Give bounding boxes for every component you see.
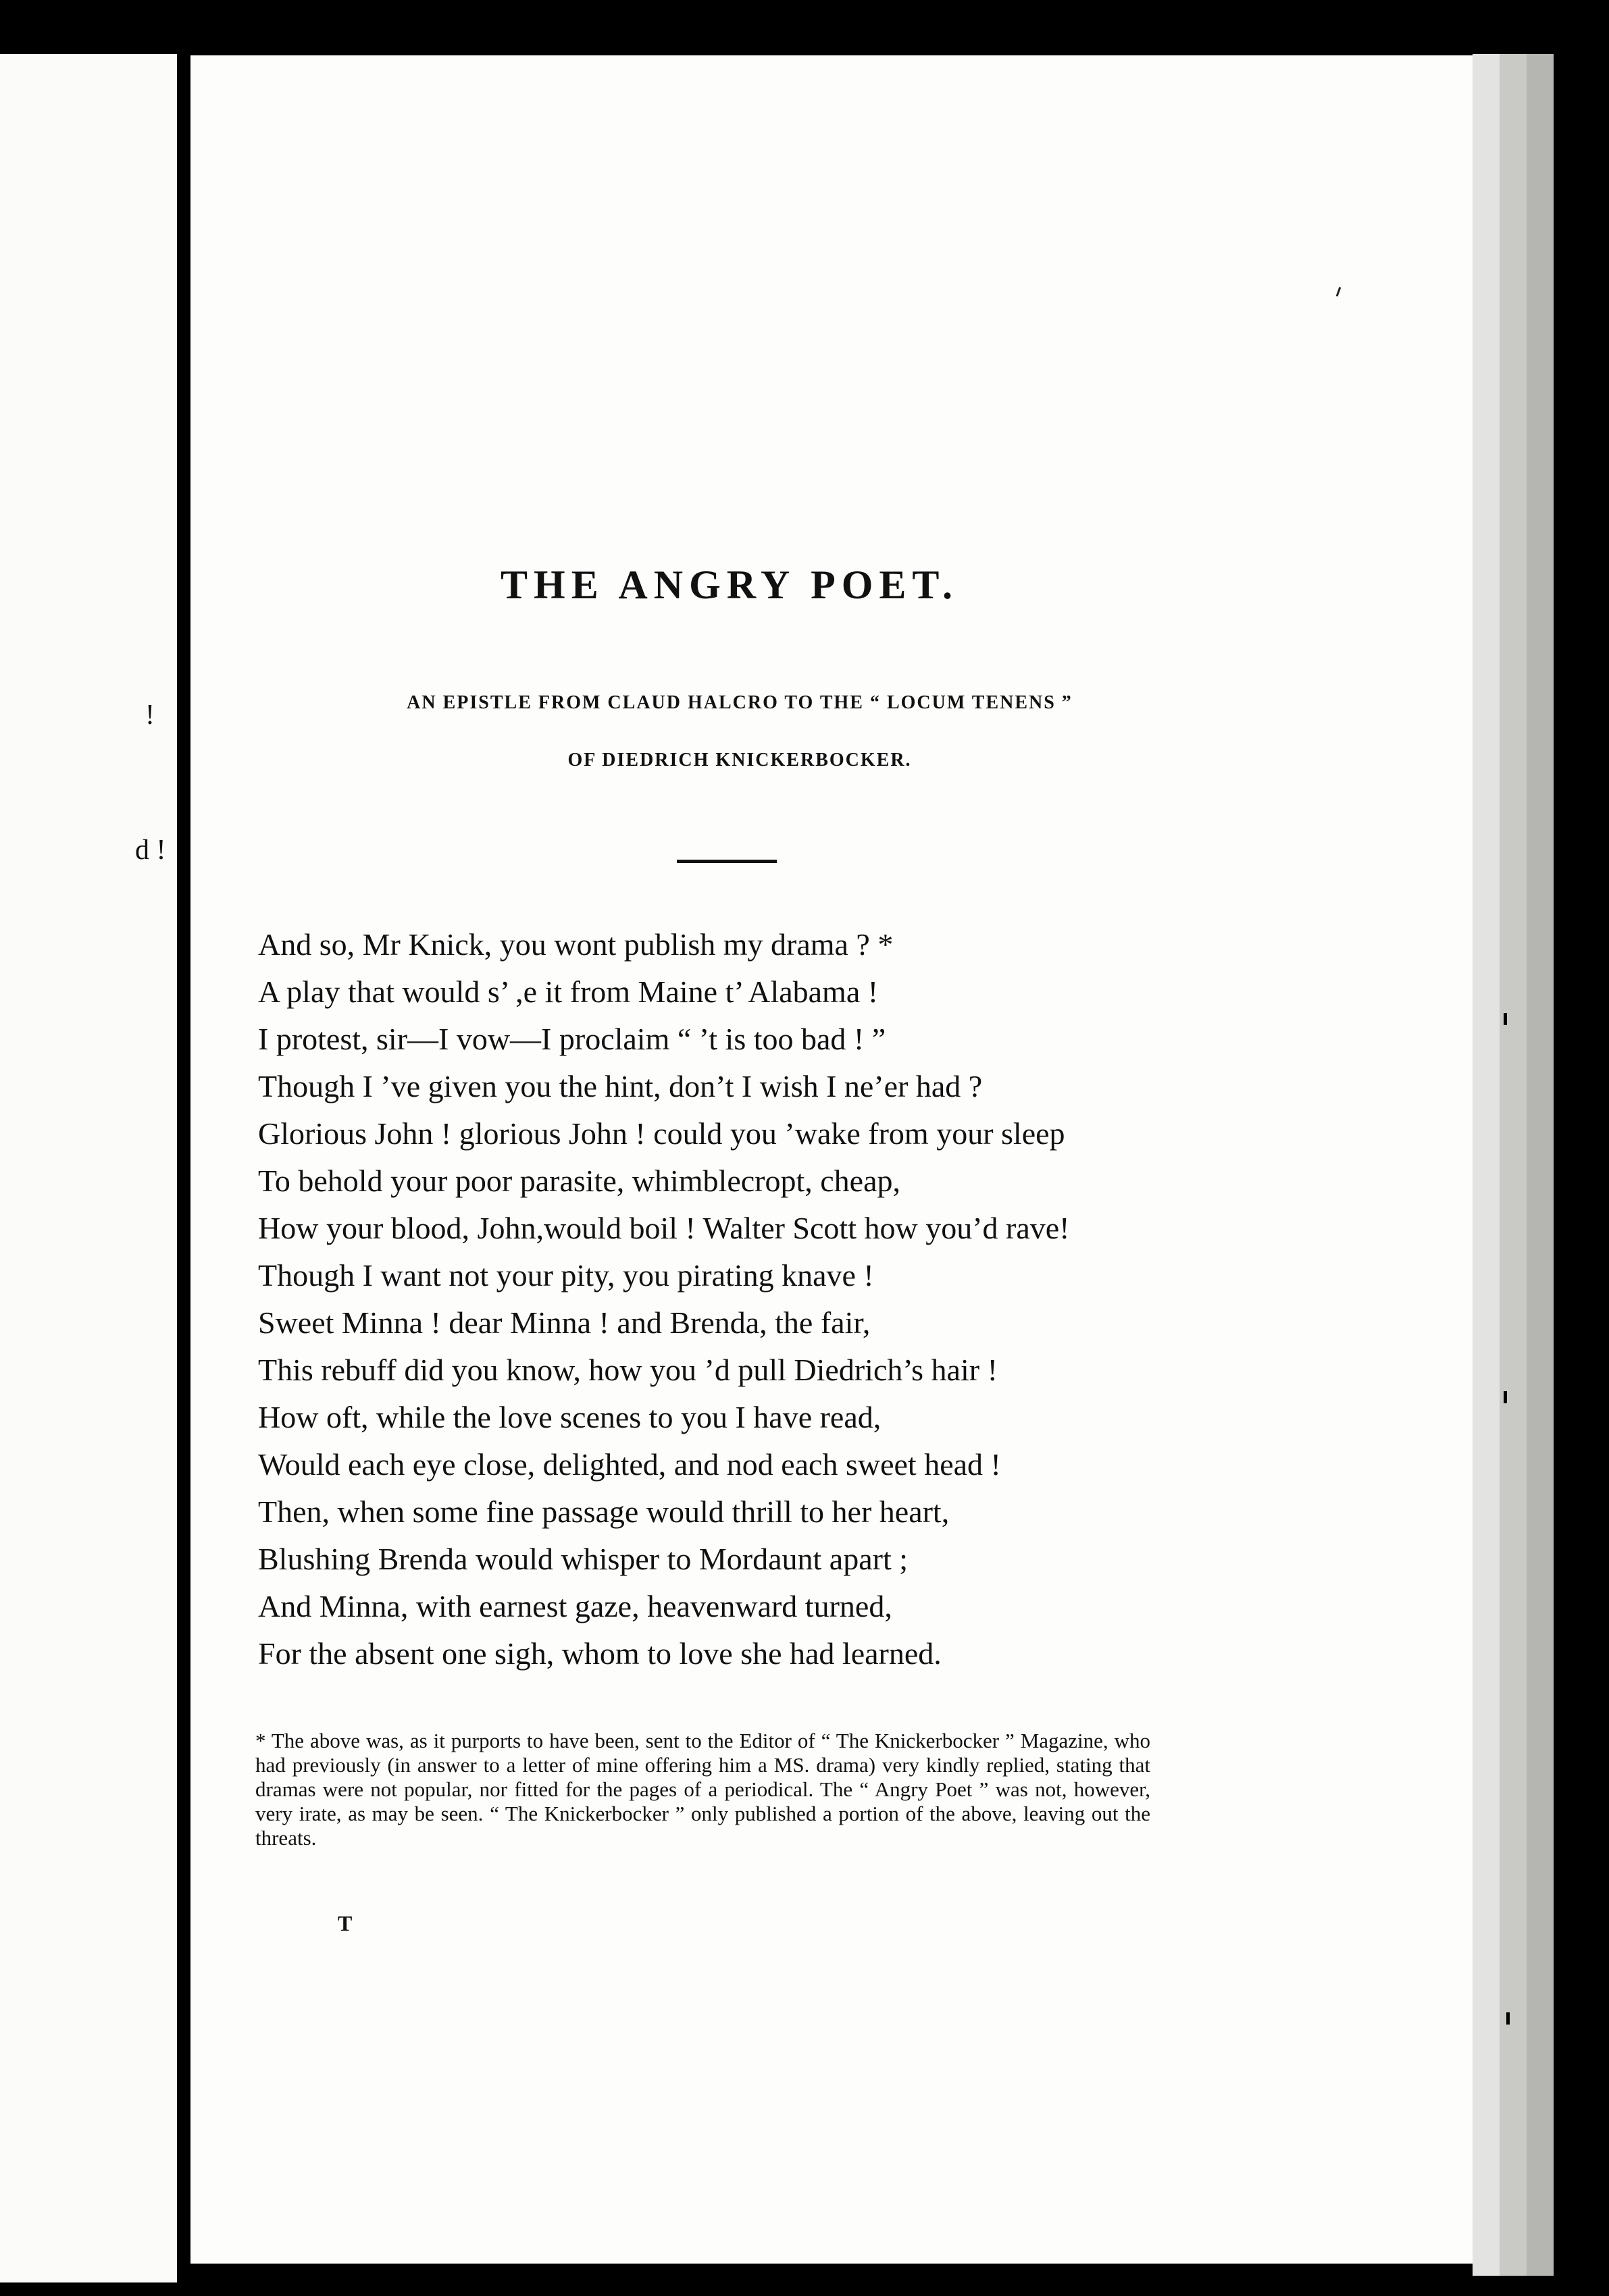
poem-line: For the absent one sigh, whom to love she had learned. — [258, 1636, 942, 1671]
facing-page-edge — [0, 54, 177, 2282]
poem-line: Though I ’ve given you the hint, don’t I wish I ne’er had ? — [258, 1069, 983, 1103]
poem-line: I protest, sir—I vow—I proclaim “ ’t is too bad ! ” — [258, 1022, 886, 1056]
poem-line: A play that would s’ ,e it from Maine t’ Alabama ! — [258, 974, 879, 1009]
page-stack-edge — [1527, 54, 1554, 2276]
poem-line: To behold your poor parasite, whimblecropt, cheap, — [258, 1164, 900, 1198]
page-stack-edge — [1473, 54, 1500, 2276]
poem-line: Sweet Minna ! dear Minna ! and Brenda, the fair, — [258, 1305, 871, 1340]
poem-line: Though I want not your pity, you pirating knave ! — [258, 1258, 874, 1293]
edge-mark — [1506, 2012, 1510, 2025]
poem-line: Would each eye close, delighted, and nod each sweet head ! — [258, 1447, 1001, 1482]
poem-line: Glorious John ! glorious John ! could you ’wake from your sleep — [258, 1116, 1065, 1151]
facing-page-text-fragment: ! — [145, 700, 155, 731]
subtitle-line: OF DIEDRICH KNICKERBOCKER. — [567, 750, 912, 771]
poem — [258, 921, 1217, 1677]
footnote: * The above was, as it purports to have been, sent to the Editor of “ The Knickerbocker ” Magazine, who had previously (in answer to a letter of mine offering him a MS. drama) very kindly replied, stating that dramas were not popular, nor fitted for the pages of a periodical. The “ Angry Poet ” was not, however, very irate, as may be seen. “ The Knickerbocker ” only published a portion of the above, leaving out the threats. — [255, 1729, 1150, 1850]
poem-line: Blushing Brenda would whisper to Mordaunt apart ; — [258, 1542, 909, 1576]
poem-line: And so, Mr Knick, you wont publish my drama ? * — [258, 927, 894, 962]
title-divider — [677, 860, 777, 863]
edge-mark — [1504, 1013, 1507, 1025]
page-title: THE ANGRY POET. — [501, 563, 959, 607]
poem-line: And Minna, with earnest gaze, heavenward turned, — [258, 1589, 892, 1623]
signature-mark: T — [338, 1911, 353, 1935]
poem-line: Then, when some fine passage would thrill to her heart, — [258, 1494, 950, 1529]
poem-line: How oft, while the love scenes to you I have read, — [258, 1400, 882, 1434]
poem-line: How your blood, John,would boil ! Walter Scott how you’d rave! — [258, 1211, 1070, 1245]
subtitle-line: AN EPISTLE FROM CLAUD HALCRO TO THE “ LOCUM TENENS ” — [407, 692, 1073, 713]
facing-page-text-fragment: d ! — [135, 835, 166, 866]
poem-line: This rebuff did you know, how you ’d pull Diedrich’s hair ! — [258, 1353, 998, 1387]
page-stack-edge — [1500, 54, 1527, 2276]
edge-mark — [1504, 1391, 1507, 1403]
